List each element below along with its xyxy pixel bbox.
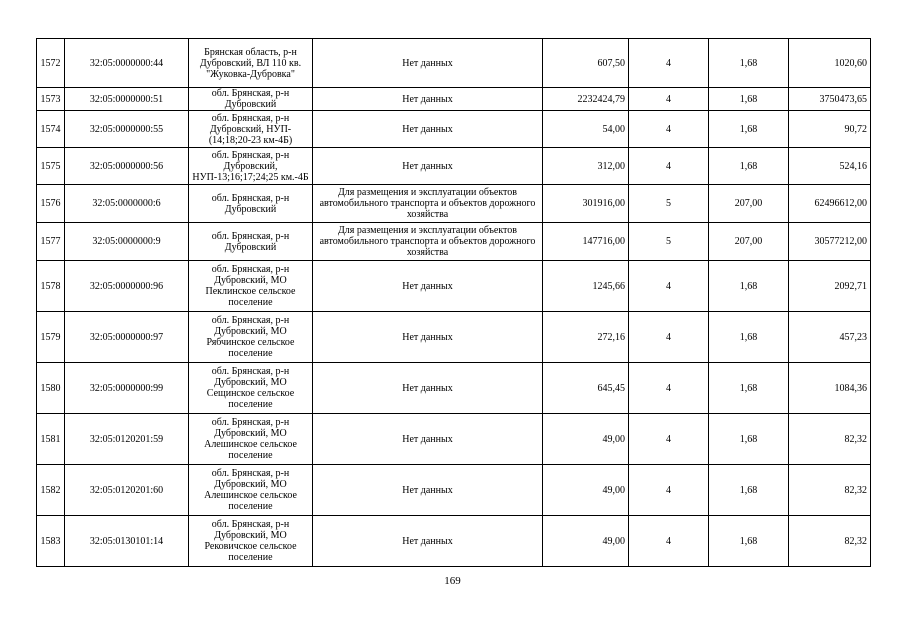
group-cell: 4 bbox=[629, 88, 709, 111]
cadastral-value-cell: 82,32 bbox=[789, 414, 871, 465]
cadastral-value-cell: 30577212,00 bbox=[789, 223, 871, 261]
cadastral-number-cell: 32:05:0000000:55 bbox=[65, 111, 189, 148]
page-number: 169 bbox=[444, 575, 461, 587]
rate-cell: 1,68 bbox=[709, 261, 789, 312]
group-cell: 4 bbox=[629, 414, 709, 465]
land-registry-table bbox=[36, 38, 871, 567]
row-number-cell: 1577 bbox=[37, 223, 65, 261]
area-cell: 147716,00 bbox=[543, 223, 629, 261]
land-use-cell: Для размещения и эксплуатации объектов автомобильного транспорта и объектов дорожного хозяйства bbox=[313, 185, 543, 223]
row-number-cell: 1581 bbox=[37, 414, 65, 465]
row-number-cell: 1575 bbox=[37, 148, 65, 185]
group-cell: 5 bbox=[629, 223, 709, 261]
table-row bbox=[37, 465, 871, 516]
land-use-cell: Нет данных bbox=[313, 312, 543, 363]
row-number-cell: 1573 bbox=[37, 88, 65, 111]
table-row bbox=[37, 363, 871, 414]
address-cell: обл. Брянская, р-н Дубровский, МО Пеклинское сельское поселение bbox=[189, 261, 313, 312]
cadastral-value-cell: 1020,60 bbox=[789, 39, 871, 88]
table-row bbox=[37, 516, 871, 567]
land-use-cell: Нет данных bbox=[313, 465, 543, 516]
area-cell: 272,16 bbox=[543, 312, 629, 363]
cadastral-value-cell: 82,32 bbox=[789, 465, 871, 516]
row-number-cell: 1580 bbox=[37, 363, 65, 414]
cadastral-value-cell: 524,16 bbox=[789, 148, 871, 185]
cadastral-number-cell: 32:05:0000000:51 bbox=[65, 88, 189, 111]
registry-body bbox=[37, 39, 871, 567]
row-number-cell: 1582 bbox=[37, 465, 65, 516]
cadastral-number-cell: 32:05:0000000:9 bbox=[65, 223, 189, 261]
group-cell: 4 bbox=[629, 111, 709, 148]
group-cell: 4 bbox=[629, 516, 709, 567]
row-number-cell: 1583 bbox=[37, 516, 65, 567]
cadastral-number-cell: 32:05:0120201:60 bbox=[65, 465, 189, 516]
table-row bbox=[37, 223, 871, 261]
cadastral-value-cell: 457,23 bbox=[789, 312, 871, 363]
address-cell: Брянская область, р-н Дубровский, ВЛ 110 кв. "Жуковка-Дубровка" bbox=[189, 39, 313, 88]
cadastral-value-cell: 1084,36 bbox=[789, 363, 871, 414]
cadastral-value-cell: 62496612,00 bbox=[789, 185, 871, 223]
land-use-cell: Нет данных bbox=[313, 363, 543, 414]
cadastral-value-cell: 2092,71 bbox=[789, 261, 871, 312]
land-use-cell: Нет данных bbox=[313, 88, 543, 111]
table-row bbox=[37, 39, 871, 88]
rate-cell: 1,68 bbox=[709, 148, 789, 185]
group-cell: 4 bbox=[629, 312, 709, 363]
row-number-cell: 1572 bbox=[37, 39, 65, 88]
address-cell: обл. Брянская, р-н Дубровский, НУП-(14;18;20-23 км-4Б) bbox=[189, 111, 313, 148]
cadastral-number-cell: 32:05:0120201:59 bbox=[65, 414, 189, 465]
cadastral-value-cell: 90,72 bbox=[789, 111, 871, 148]
row-number-cell: 1579 bbox=[37, 312, 65, 363]
area-cell: 645,45 bbox=[543, 363, 629, 414]
land-use-cell: Нет данных bbox=[313, 111, 543, 148]
rate-cell: 1,68 bbox=[709, 516, 789, 567]
address-cell: обл. Брянская, р-н Дубровский bbox=[189, 223, 313, 261]
row-number-cell: 1574 bbox=[37, 111, 65, 148]
table-row bbox=[37, 148, 871, 185]
table-row bbox=[37, 111, 871, 148]
area-cell: 49,00 bbox=[543, 465, 629, 516]
table-row bbox=[37, 88, 871, 111]
area-cell: 49,00 bbox=[543, 516, 629, 567]
cadastral-value-cell: 3750473,65 bbox=[789, 88, 871, 111]
rate-cell: 1,68 bbox=[709, 363, 789, 414]
address-cell: обл. Брянская, р-н Дубровский, МО Рябчинское сельское поселение bbox=[189, 312, 313, 363]
rate-cell: 1,68 bbox=[709, 465, 789, 516]
cadastral-number-cell: 32:05:0000000:6 bbox=[65, 185, 189, 223]
rate-cell: 207,00 bbox=[709, 185, 789, 223]
table-row bbox=[37, 185, 871, 223]
cadastral-number-cell: 32:05:0000000:56 bbox=[65, 148, 189, 185]
area-cell: 54,00 bbox=[543, 111, 629, 148]
address-cell: обл. Брянская, р-н Дубровский, НУП-13;16;17;24;25 км.-4Б bbox=[189, 148, 313, 185]
area-cell: 49,00 bbox=[543, 414, 629, 465]
table-row bbox=[37, 414, 871, 465]
table-row bbox=[37, 261, 871, 312]
area-cell: 607,50 bbox=[543, 39, 629, 88]
address-cell: обл. Брянская, р-н Дубровский, МО Алешинское сельское поселение bbox=[189, 465, 313, 516]
rate-cell: 1,68 bbox=[709, 111, 789, 148]
cadastral-number-cell: 32:05:0130101:14 bbox=[65, 516, 189, 567]
address-cell: обл. Брянская, р-н Дубровский bbox=[189, 88, 313, 111]
group-cell: 4 bbox=[629, 261, 709, 312]
rate-cell: 1,68 bbox=[709, 414, 789, 465]
area-cell: 2232424,79 bbox=[543, 88, 629, 111]
cadastral-value-cell: 82,32 bbox=[789, 516, 871, 567]
address-cell: обл. Брянская, р-н Дубровский bbox=[189, 185, 313, 223]
area-cell: 1245,66 bbox=[543, 261, 629, 312]
area-cell: 312,00 bbox=[543, 148, 629, 185]
row-number-cell: 1576 bbox=[37, 185, 65, 223]
land-use-cell: Нет данных bbox=[313, 148, 543, 185]
cadastral-number-cell: 32:05:0000000:44 bbox=[65, 39, 189, 88]
row-number-cell: 1578 bbox=[37, 261, 65, 312]
group-cell: 4 bbox=[629, 148, 709, 185]
land-use-cell: Для размещения и эксплуатации объектов автомобильного транспорта и объектов дорожного хозяйства bbox=[313, 223, 543, 261]
group-cell: 5 bbox=[629, 185, 709, 223]
land-use-cell: Нет данных bbox=[313, 414, 543, 465]
address-cell: обл. Брянская, р-н Дубровский, МО Сещинское сельское поселение bbox=[189, 363, 313, 414]
address-cell: обл. Брянская, р-н Дубровский, МО Рековичское сельское поселение bbox=[189, 516, 313, 567]
address-cell: обл. Брянская, р-н Дубровский, МО Алешинское сельское поселение bbox=[189, 414, 313, 465]
group-cell: 4 bbox=[629, 465, 709, 516]
rate-cell: 207,00 bbox=[709, 223, 789, 261]
cadastral-number-cell: 32:05:0000000:97 bbox=[65, 312, 189, 363]
land-use-cell: Нет данных bbox=[313, 516, 543, 567]
group-cell: 4 bbox=[629, 363, 709, 414]
rate-cell: 1,68 bbox=[709, 39, 789, 88]
land-use-cell: Нет данных bbox=[313, 39, 543, 88]
area-cell: 301916,00 bbox=[543, 185, 629, 223]
rate-cell: 1,68 bbox=[709, 312, 789, 363]
land-use-cell: Нет данных bbox=[313, 261, 543, 312]
cadastral-number-cell: 32:05:0000000:96 bbox=[65, 261, 189, 312]
table-row bbox=[37, 312, 871, 363]
group-cell: 4 bbox=[629, 39, 709, 88]
cadastral-number-cell: 32:05:0000000:99 bbox=[65, 363, 189, 414]
rate-cell: 1,68 bbox=[709, 88, 789, 111]
